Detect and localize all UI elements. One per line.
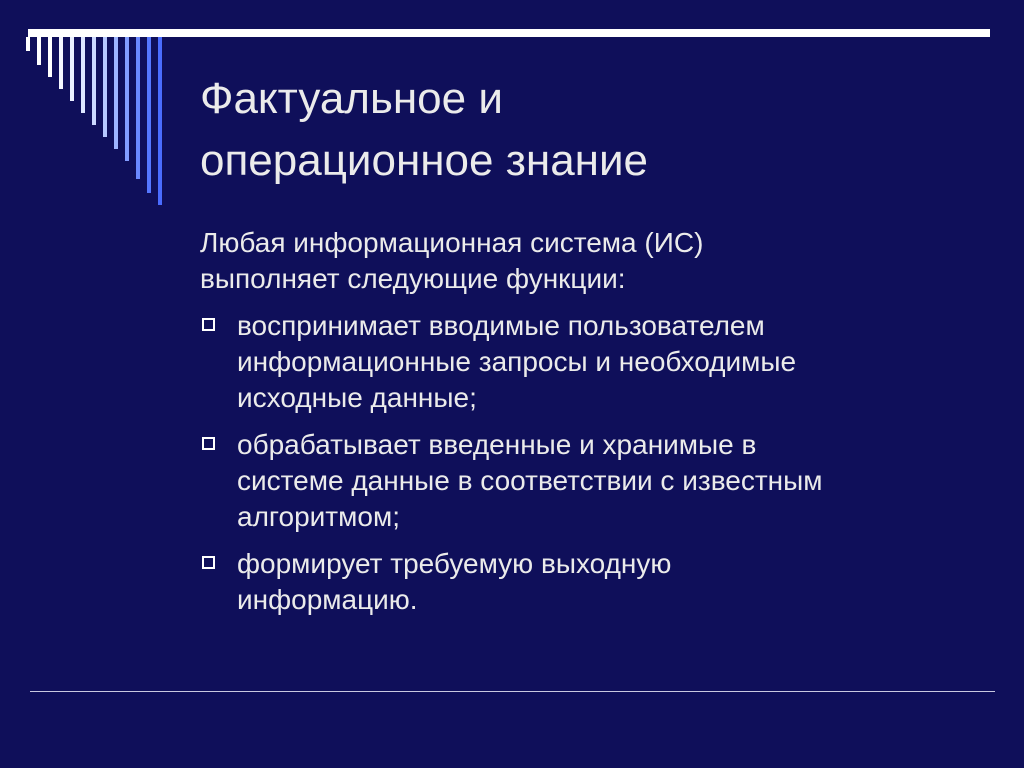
deco-bar — [92, 37, 96, 125]
bullet-line: формирует требуемую выходную — [237, 548, 672, 579]
decorative-bars — [0, 0, 200, 220]
bullet-list — [200, 308, 990, 618]
title-line: Фактуальное и — [200, 74, 503, 123]
deco-bar — [103, 37, 107, 137]
deco-bar — [147, 37, 151, 193]
hollow-square-icon — [202, 556, 215, 569]
intro-line: Любая информационная система (ИС) — [200, 227, 704, 258]
deco-bar — [125, 37, 129, 161]
deco-bar — [48, 37, 52, 77]
deco-bar — [158, 37, 162, 205]
deco-bar — [81, 37, 85, 113]
bullet-item — [200, 427, 990, 535]
hollow-square-icon — [202, 437, 215, 450]
bullet-line: обрабатывает введенные и хранимые в — [237, 429, 757, 460]
hollow-square-icon — [202, 318, 215, 331]
bottom-rule — [30, 691, 995, 692]
bullet-line: исходные данные; — [237, 382, 477, 413]
bullet-item — [200, 546, 990, 618]
deco-bar — [37, 37, 41, 65]
bullet-line: алгоритмом; — [237, 501, 400, 532]
bullet-line: информационные запросы и необходимые — [237, 346, 797, 377]
intro-line: выполняет следующие функции: — [200, 263, 626, 294]
title-line: операционное знание — [200, 136, 649, 185]
bullet-line: системе данные в соответствии с известным — [237, 465, 823, 496]
intro-paragraph — [200, 225, 990, 297]
deco-bar — [70, 37, 74, 101]
slide-title — [200, 68, 980, 192]
bullet-line: воспринимает вводимые пользователем — [237, 310, 765, 341]
deco-bar — [136, 37, 140, 179]
deco-bar — [26, 37, 30, 51]
bullet-item — [200, 308, 990, 416]
deco-bar — [59, 37, 63, 89]
bullet-line: информацию. — [237, 584, 418, 615]
deco-bar — [114, 37, 118, 149]
slide-body — [200, 225, 990, 629]
